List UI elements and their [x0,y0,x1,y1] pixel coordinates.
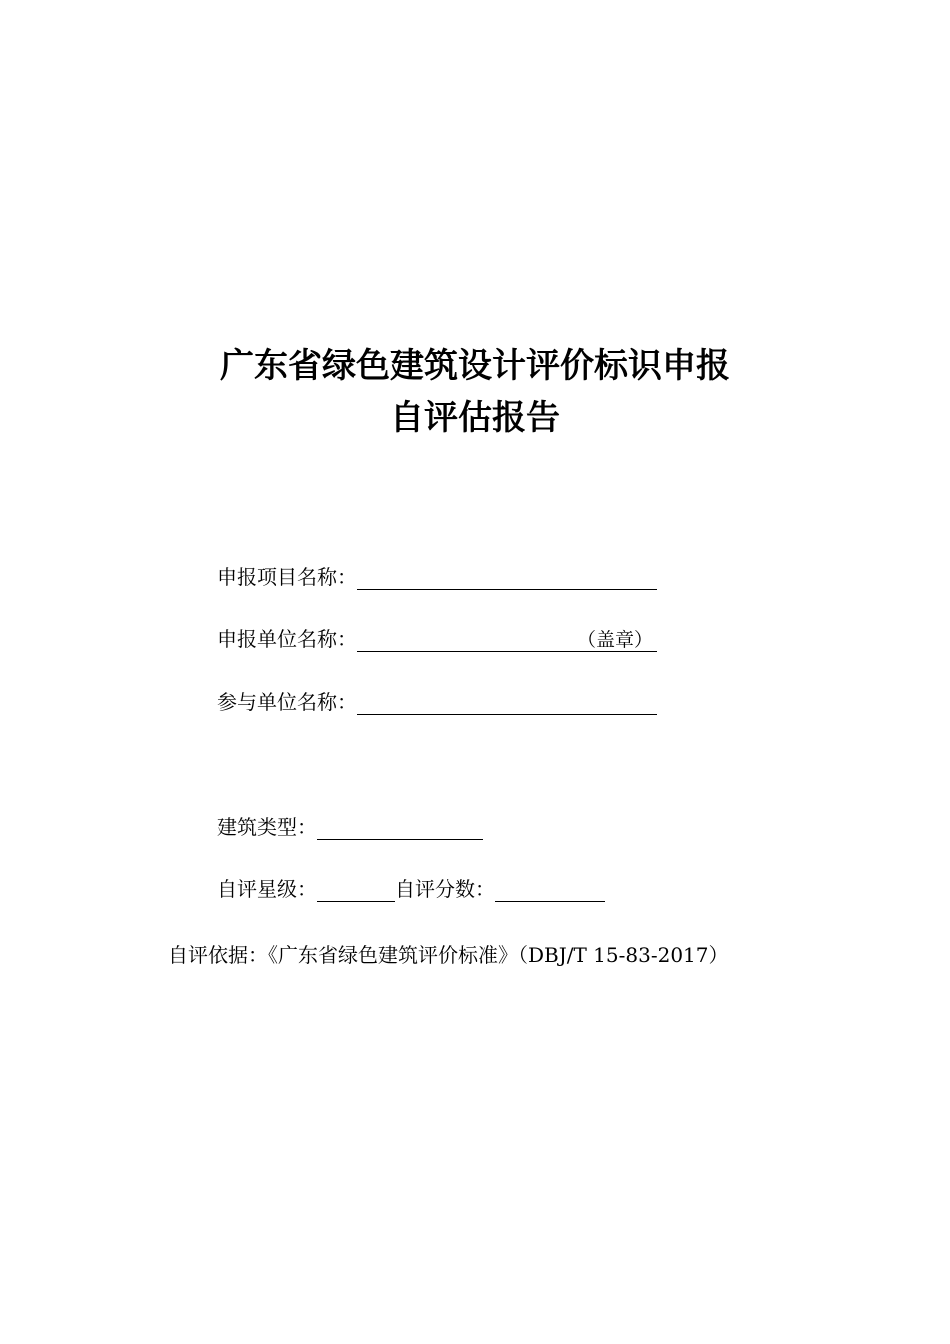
project-name-blank[interactable] [357,567,657,590]
self-rating-blank[interactable] [317,879,395,902]
participant-name-label: 参与单位名称： [217,690,357,714]
project-name-field [217,564,657,590]
self-rating-field [217,876,605,902]
project-name-label: 申报项目名称： [217,565,357,589]
seal-note: （盖章） [576,629,653,651]
building-type-field [217,814,483,840]
applicant-name-label: 申报单位名称： [217,627,357,651]
evaluation-basis: 自评依据：《广东省绿色建筑评价标准》（DBJ/T 15-83-2017） [168,943,729,967]
applicant-name-blank[interactable] [357,629,657,652]
applicant-name-field [217,626,657,652]
self-score-blank[interactable] [495,879,605,902]
building-type-blank[interactable] [317,817,483,840]
self-rating-label: 自评星级： [217,877,317,901]
self-score-label: 自评分数： [395,877,495,901]
document-title-line-2: 自评估报告 [390,398,560,438]
document-title-line-1: 广东省绿色建筑设计评价标识申报 [220,346,730,386]
participant-name-blank[interactable] [357,692,657,715]
building-type-label: 建筑类型： [217,815,317,839]
participant-name-field [217,689,657,715]
